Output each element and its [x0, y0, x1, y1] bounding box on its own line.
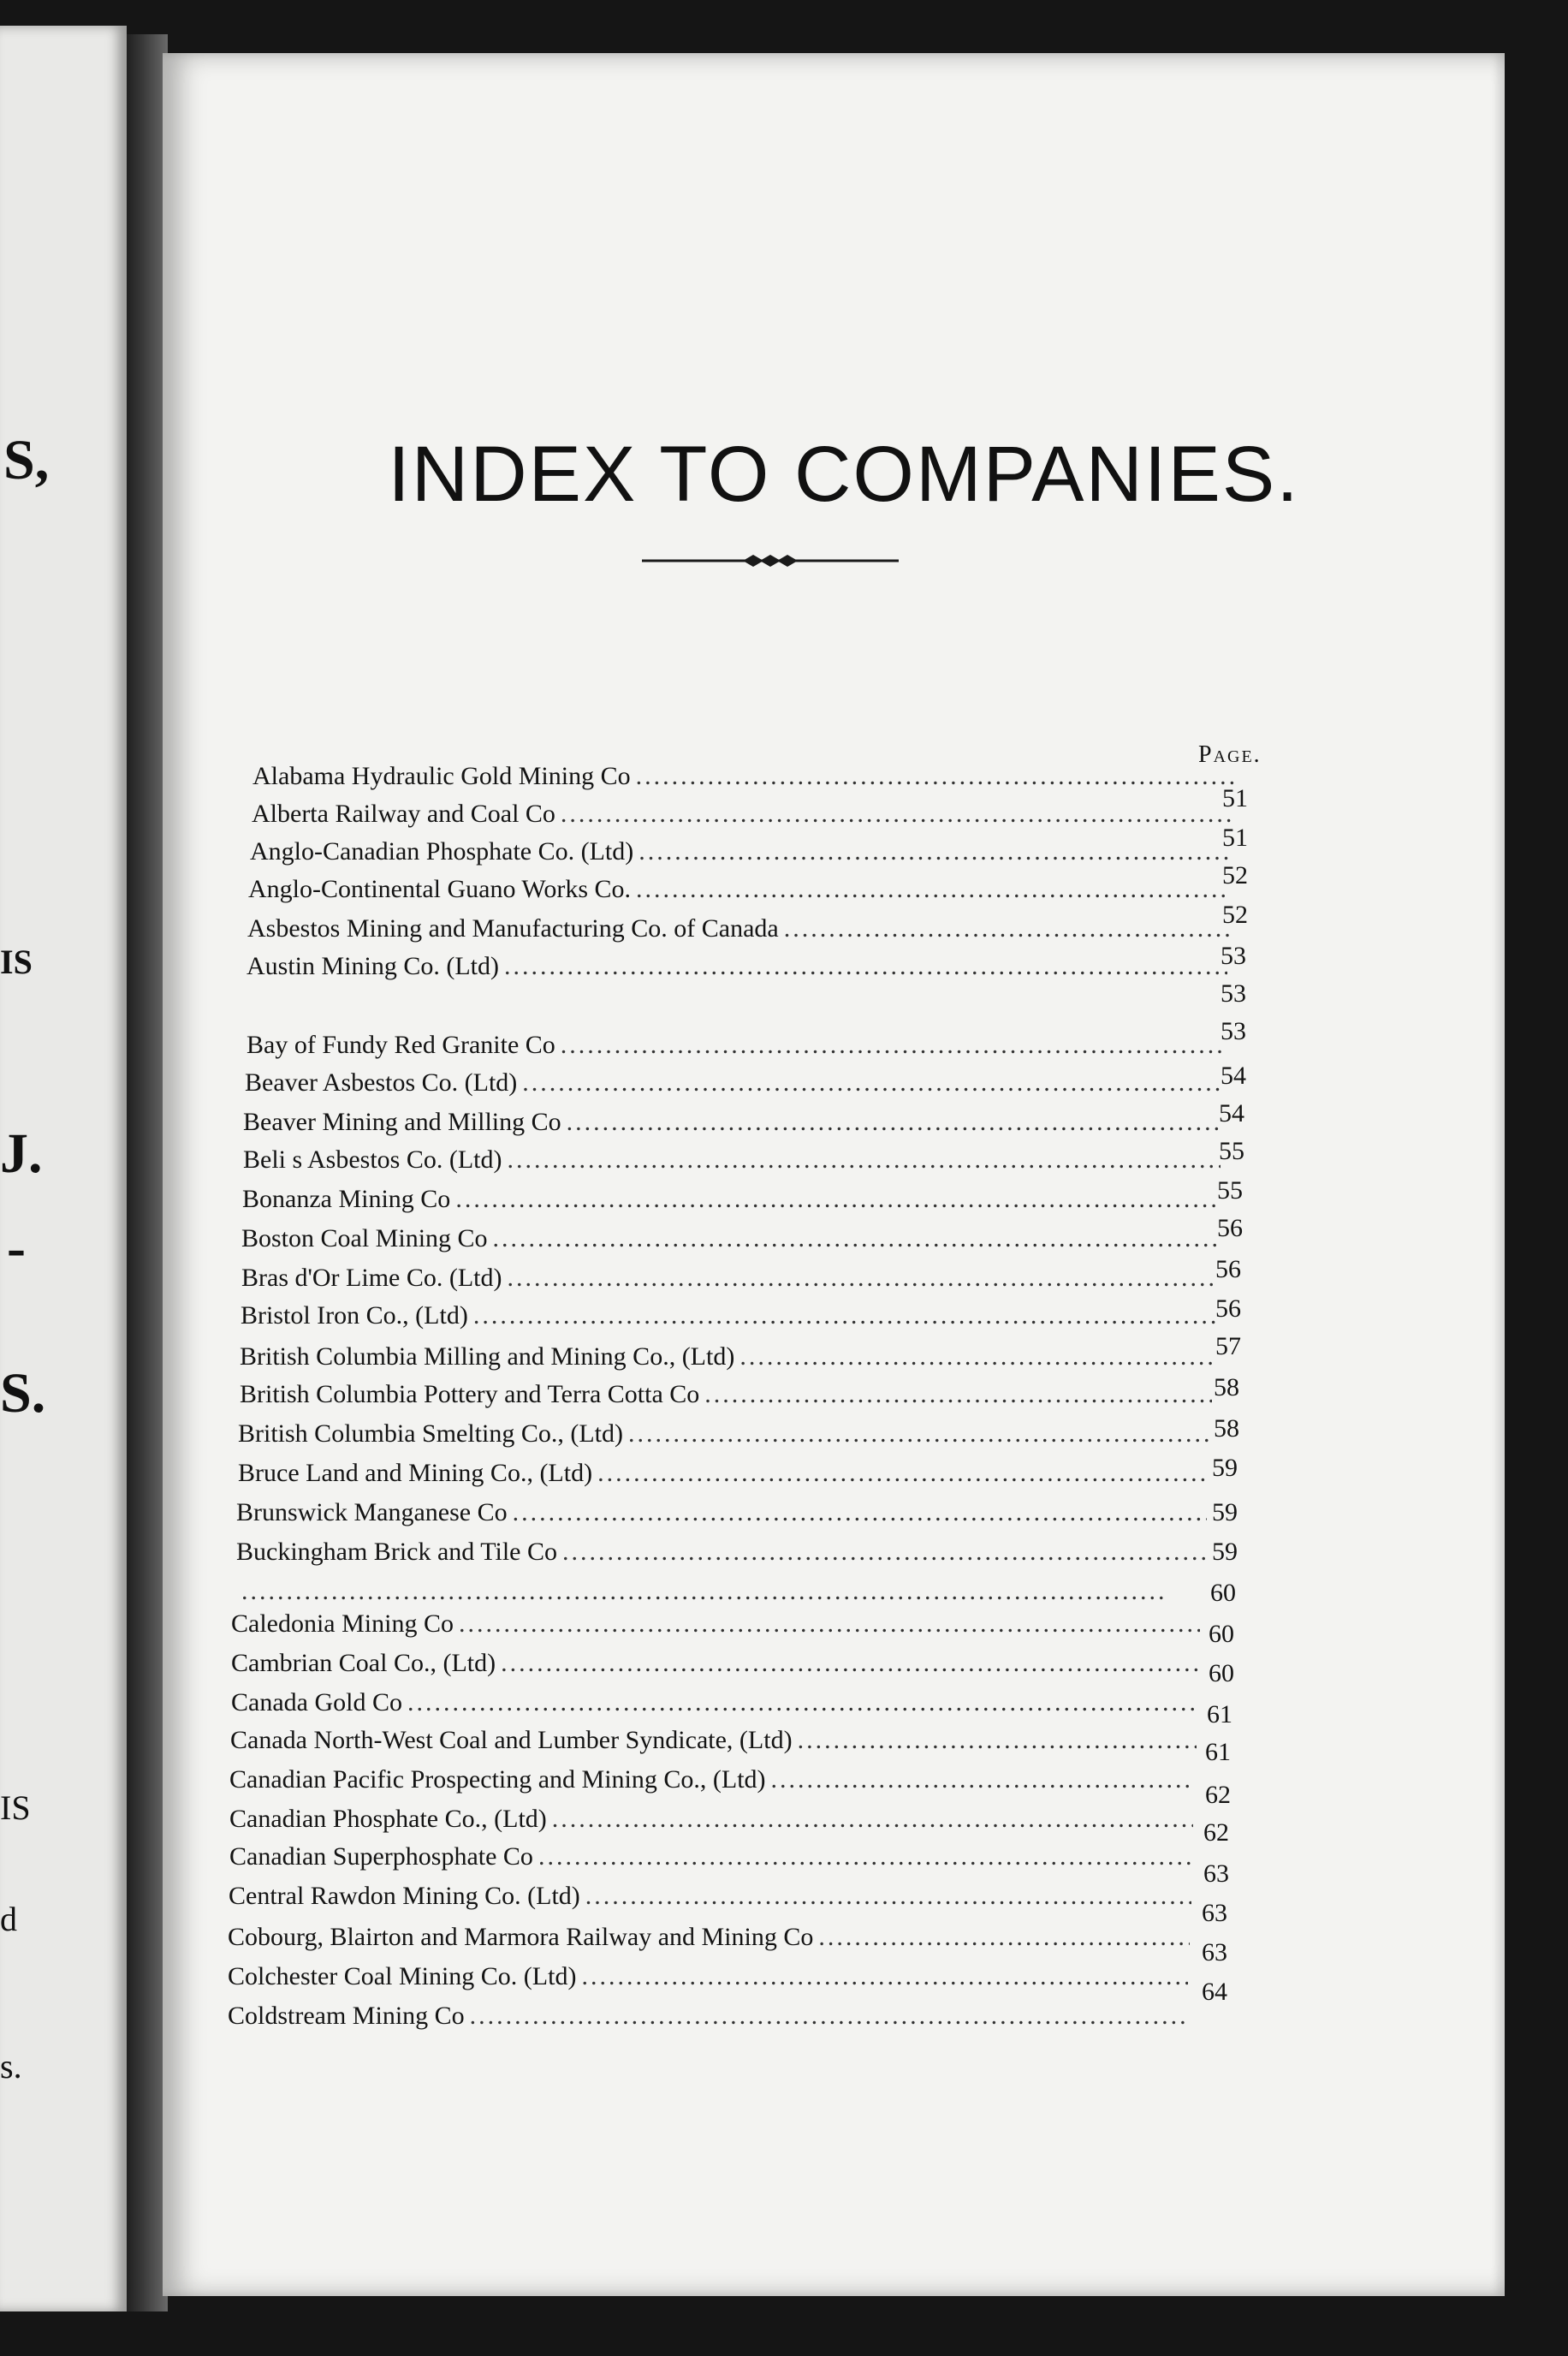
dot-leader	[470, 2002, 1186, 2031]
page-number: 51	[1222, 824, 1248, 852]
company-name: Boston Coal Mining Co	[241, 1224, 488, 1252]
page-number: 59	[1212, 1454, 1238, 1482]
company-index-list	[163, 53, 1505, 2296]
company-name: Canada Gold Co	[231, 1688, 402, 1716]
dot-leader	[513, 1498, 1207, 1527]
dot-leader	[739, 1342, 1214, 1371]
index-entry	[240, 1342, 1219, 1377]
index-entry	[228, 2002, 1191, 2036]
book-gutter	[127, 34, 168, 2311]
index-entry	[236, 1538, 1212, 1572]
dot-leader	[704, 1380, 1212, 1409]
page-number: 53	[1221, 942, 1246, 970]
index-entry	[245, 1068, 1227, 1103]
page-number: 58	[1214, 1414, 1239, 1443]
company-name: Asbestos Mining and Manufacturing Co. of Canada	[247, 914, 779, 943]
page-number: 59	[1212, 1498, 1238, 1526]
index-entry	[246, 952, 1232, 986]
company-name: British Columbia Smelting Co., (Ltd)	[238, 1419, 623, 1448]
index-page	[163, 53, 1505, 2296]
dot-leader	[597, 1459, 1209, 1488]
dot-leader	[459, 1609, 1200, 1639]
dot-leader	[552, 1805, 1193, 1834]
index-entry	[231, 1688, 1202, 1722]
left-page-fragment: IS	[0, 943, 33, 981]
index-entry	[229, 1805, 1198, 1839]
dot-leader	[241, 1577, 1166, 1606]
dot-leader	[522, 1068, 1222, 1098]
dot-leader	[628, 1419, 1210, 1449]
page-number: 62	[1203, 1818, 1229, 1847]
left-page-fragment: S.	[0, 1362, 46, 1425]
company-name: Canadian Superphosphate Co	[229, 1842, 533, 1871]
index-entry	[228, 1923, 1195, 1957]
page-number: 61	[1205, 1738, 1231, 1766]
page-number: 60	[1209, 1620, 1234, 1648]
index-entry	[238, 1419, 1215, 1454]
company-name: Coldstream Mining Co	[228, 2002, 465, 2030]
company-name: British Columbia Pottery and Terra Cotta Co	[240, 1380, 700, 1408]
index-entry	[229, 1842, 1198, 1877]
page-number: 57	[1215, 1332, 1241, 1360]
page-number: 64	[1202, 1978, 1227, 2006]
page-number: 63	[1203, 1859, 1229, 1888]
index-entry	[231, 1649, 1203, 1683]
company-name: Canadian Phosphate Co., (Ltd)	[229, 1805, 547, 1833]
dot-leader	[581, 1962, 1188, 1991]
index-entry	[236, 1577, 1171, 1611]
page-number: 53	[1221, 1017, 1246, 1045]
page-number: 53	[1221, 979, 1246, 1008]
company-name: British Columbia Milling and Mining Co., (Ltd)	[240, 1342, 735, 1371]
index-entry	[241, 1301, 1221, 1336]
page-number: 61	[1207, 1700, 1232, 1728]
page-column-header: Page.	[1198, 741, 1262, 768]
left-page-fragment: J.	[0, 1122, 43, 1185]
company-name: Caledonia Mining Co	[231, 1609, 454, 1638]
page-number: 56	[1215, 1294, 1241, 1323]
company-name: Beli s Asbestos Co. (Ltd)	[243, 1145, 502, 1174]
page-number: 59	[1212, 1538, 1238, 1566]
dot-leader	[455, 1185, 1219, 1214]
index-entry	[230, 1726, 1202, 1760]
page-number: 52	[1222, 901, 1248, 929]
company-name: Anglo-Canadian Phosphate Co. (Ltd)	[250, 837, 634, 866]
page-title: INDEX TO COMPANIES.	[388, 430, 1300, 518]
page-number: 54	[1219, 1099, 1244, 1127]
page-number: 63	[1202, 1938, 1227, 1966]
dot-leader	[636, 875, 1231, 904]
company-name: Canada North-West Coal and Lumber Syndicate, (Ltd)	[230, 1726, 793, 1754]
company-name: Bristol Iron Co., (Ltd)	[241, 1301, 468, 1330]
page-number: 56	[1215, 1255, 1241, 1283]
dot-leader	[504, 952, 1227, 981]
index-entry	[229, 1882, 1197, 1916]
dot-leader	[638, 837, 1232, 866]
page-number: 58	[1214, 1373, 1239, 1401]
dot-leader	[407, 1688, 1197, 1717]
page-number: 55	[1219, 1137, 1244, 1165]
index-entry	[243, 1145, 1226, 1180]
left-page-fragment: IS	[0, 1788, 31, 1827]
left-page-fragment: -	[7, 1217, 26, 1279]
company-name: Anglo-Continental Guano Works Co.	[248, 875, 631, 903]
page-number: 62	[1205, 1781, 1231, 1809]
company-name: Colchester Coal Mining Co. (Ltd)	[228, 1962, 577, 1990]
dot-leader	[508, 1145, 1221, 1175]
index-entry	[252, 762, 1241, 796]
index-entry	[228, 1962, 1193, 1996]
facing-page-edge	[0, 26, 127, 2311]
index-entry	[229, 1765, 1200, 1800]
dot-leader	[508, 1264, 1215, 1293]
company-name: Buckingham Brick and Tile Co	[236, 1538, 557, 1566]
index-entry	[250, 837, 1238, 872]
dot-leader	[818, 1923, 1190, 1952]
page-number: 60	[1209, 1659, 1234, 1687]
dot-leader	[561, 1031, 1224, 1060]
index-entry	[236, 1498, 1212, 1532]
dot-leader	[538, 1842, 1193, 1871]
company-name: Canadian Pacific Prospecting and Mining Co., (Ltd)	[229, 1765, 766, 1794]
index-entry	[252, 800, 1239, 834]
dot-leader	[562, 1538, 1207, 1567]
index-entry	[246, 1031, 1229, 1065]
index-entry	[241, 1224, 1222, 1258]
index-entry	[247, 914, 1234, 949]
company-name: Bruce Land and Mining Co., (Ltd)	[238, 1459, 593, 1487]
page-number: 52	[1222, 861, 1248, 889]
company-name: Bonanza Mining Co	[242, 1185, 451, 1213]
company-name: Beaver Mining and Milling Co	[243, 1108, 561, 1136]
company-name: Brunswick Manganese Co	[236, 1498, 508, 1526]
company-name: Alberta Railway and Coal Co	[252, 800, 555, 828]
company-name: Central Rawdon Mining Co. (Ltd)	[229, 1882, 580, 1910]
company-name: Austin Mining Co. (Ltd)	[246, 952, 500, 980]
company-name: Beaver Asbestos Co. (Ltd)	[245, 1068, 518, 1097]
index-entry	[240, 1380, 1217, 1414]
dot-leader	[473, 1301, 1215, 1330]
page-number: 55	[1217, 1176, 1243, 1205]
dot-leader	[636, 762, 1236, 791]
page-number: 63	[1202, 1899, 1227, 1927]
company-name: Alabama Hydraulic Gold Mining Co	[252, 762, 631, 790]
dot-leader	[567, 1108, 1221, 1137]
left-page-fragment: d	[0, 1900, 17, 1938]
page-number: 56	[1217, 1214, 1243, 1242]
dot-leader	[585, 1882, 1191, 1911]
index-entry	[241, 1264, 1221, 1298]
left-page-fragment: S,	[3, 429, 50, 491]
page-number: 51	[1222, 784, 1248, 812]
dot-leader	[784, 914, 1229, 943]
index-entry	[248, 875, 1236, 909]
company-name: Bay of Fundy Red Granite Co	[246, 1031, 555, 1059]
company-name: Cobourg, Blairton and Marmora Railway and Mining Co	[228, 1923, 814, 1951]
index-entry	[242, 1185, 1224, 1219]
page-number: 54	[1221, 1062, 1246, 1090]
company-name: Bras d'Or Lime Co. (Ltd)	[241, 1264, 502, 1292]
index-entry	[243, 1108, 1226, 1142]
dot-leader	[798, 1726, 1197, 1755]
page-number: 60	[1210, 1579, 1236, 1607]
company-name: Cambrian Coal Co., (Ltd)	[231, 1649, 496, 1677]
dot-leader	[771, 1765, 1195, 1794]
dot-leader	[493, 1224, 1217, 1253]
dot-leader	[561, 800, 1234, 829]
dot-leader	[501, 1649, 1198, 1678]
left-page-fragment: s.	[0, 2047, 22, 2085]
index-entry	[231, 1609, 1205, 1644]
index-entry	[238, 1459, 1214, 1493]
